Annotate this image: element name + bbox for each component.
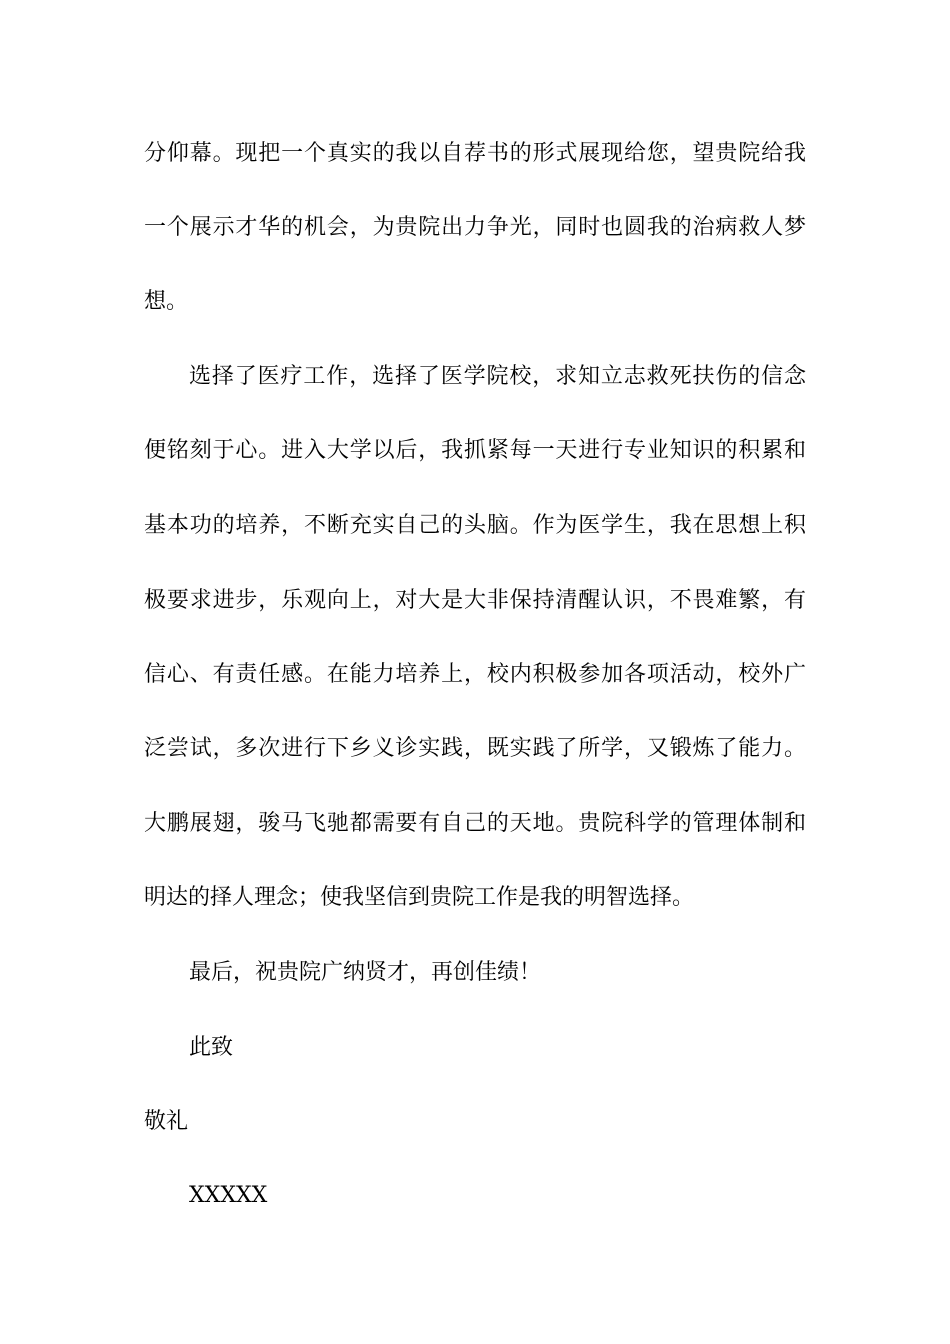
regards: 敬礼 [144, 1109, 189, 1134]
paragraph-2-line-2: 便铭刻于心。进入大学以后，我抓紧每一天进行专业知识的积累和 [144, 438, 806, 463]
salutation: 此致 [189, 1035, 234, 1060]
signature: XXXXX [189, 1183, 268, 1208]
paragraph-2-line-7: 大鹏展翅，骏马飞驰都需要有自己的天地。贵院科学的管理体制和 [144, 811, 806, 836]
paragraph-2-line-1: 选择了医疗工作，选择了医学院校，求知立志救死扶伤的信念 [189, 364, 806, 389]
paragraph-2-line-8: 明达的择人理念；使我坚信到贵院工作是我的明智选择。 [144, 885, 695, 910]
closing-wish: 最后，祝贵院广纳贤才，再创佳绩！ [189, 960, 542, 985]
paragraph-2-line-5: 信心、有责任感。在能力培养上，校内积极参加各项活动，校外广 [144, 662, 806, 687]
paragraph-1-line-3: 想。 [144, 289, 189, 314]
paragraph-2-line-3: 基本功的培养，不断充实自己的头脑。作为医学生，我在思想上积 [144, 513, 806, 538]
paragraph-1-line-2: 一个展示才华的机会，为贵院出力争光，同时也圆我的治病救人梦 [144, 215, 806, 240]
paragraph-2-line-6: 泛尝试，多次进行下乡义诊实践，既实践了所学，又锻炼了能力。 [144, 736, 806, 761]
paragraph-2-line-4: 极要求进步，乐观向上，对大是大非保持清醒认识，不畏难繁，有 [144, 588, 806, 613]
paragraph-1-line-1: 分仰幕。现把一个真实的我以自荐书的形式展现给您，望贵院给我 [144, 141, 806, 166]
